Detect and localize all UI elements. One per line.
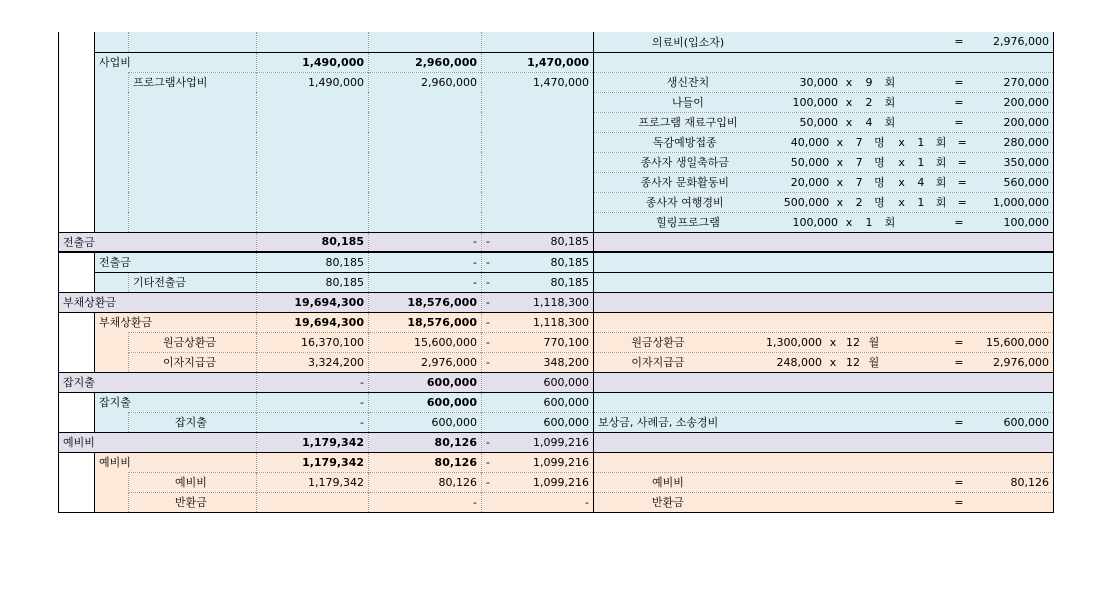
detail-cell: 종사자 문화활동비 20,000 x 7 명 x 4 회 = 560,000 bbox=[594, 172, 1054, 192]
detail-cell: 생신잔치 30,000 x 9 회 = 270,000 bbox=[594, 72, 1054, 92]
budget-row: 이자지급금 3,324,200 2,976,000 - 348,200 이자지급금 248,000 x 12 월 = 2,976,000 bbox=[59, 352, 1054, 372]
budget-row: 잡지출 - 600,000 600,000 bbox=[59, 372, 1054, 392]
detail-cell: 이자지급금 248,000 x 12 월 = 2,976,000 bbox=[594, 352, 1054, 372]
row-label: 전출금 bbox=[95, 252, 257, 272]
row-label: 원금상환금 bbox=[129, 332, 257, 352]
budget-row: 기타전출금 80,185 - - 80,185 bbox=[59, 272, 1054, 292]
row-label: 부채상환금 bbox=[95, 312, 257, 332]
detail-cell: 원금상환금 1,300,000 x 12 월 = 15,600,000 bbox=[594, 332, 1054, 352]
budget-row bbox=[59, 152, 1054, 172]
detail-cell: 종사자 생일축하금 50,000 x 7 명 x 1 회 = 350,000 bbox=[594, 152, 1054, 172]
budget-row: 부채상환금 19,694,300 18,576,000 - 1,118,300 bbox=[59, 312, 1054, 332]
budget-row: 예비비 1,179,342 80,126 - 1,099,216 예비비 = 80,126 bbox=[59, 472, 1054, 492]
detail-cell: 힐링프로그램 100,000 x 1 회 = 100,000 bbox=[594, 212, 1054, 232]
budget-row: 전출금 80,185 - - 80,185 bbox=[59, 232, 1054, 252]
budget-row: 사업비 1,490,000 2,960,000 1,470,000 bbox=[59, 52, 1054, 72]
budget-row bbox=[59, 32, 1054, 52]
detail-cell: 나들이 100,000 x 2 회 = 200,000 bbox=[594, 92, 1054, 112]
detail-cell: 의료비(입소자) = 2,976,000 bbox=[594, 32, 1054, 52]
row-label: 반환금 bbox=[129, 492, 257, 512]
detail-cell: 보상금, 사례금, 소송경비 = 600,000 bbox=[594, 412, 1054, 432]
budget-row bbox=[59, 212, 1054, 232]
detail-cell: 반환금 = bbox=[594, 492, 1054, 512]
row-label: 프로그램사업비 bbox=[129, 72, 257, 92]
budget-sheet bbox=[58, 32, 1054, 513]
budget-row: 예비비 1,179,342 80,126 - 1,099,216 bbox=[59, 432, 1054, 452]
row-label: 부채상환금 bbox=[59, 292, 257, 312]
detail-cell: 프로그램 재료구입비 50,000 x 4 회 = 200,000 bbox=[594, 112, 1054, 132]
budget-row bbox=[59, 172, 1054, 192]
budget-row: 전출금 80,185 - - 80,185 bbox=[59, 252, 1054, 272]
budget-row: 원금상환금 16,370,100 15,600,000 - 770,100 원금상환금 1,300,000 x 12 월 = 15,600,000 bbox=[59, 332, 1054, 352]
row-label: 전출금 bbox=[59, 232, 257, 252]
row-label: 예비비 bbox=[95, 452, 257, 472]
row-label: 잡지출 bbox=[129, 412, 257, 432]
row-label: 예비비 bbox=[129, 472, 257, 492]
budget-row: 프로그램사업비 1,490,000 2,960,000 1,470,000 생신잔치 30,000 x 9 회 = 270,000 bbox=[59, 72, 1054, 92]
row-label: 사업비 bbox=[95, 52, 257, 72]
budget-row: 잡지출 - 600,000 600,000 보상금, 사례금, 소송경비 = 600,000 bbox=[59, 412, 1054, 432]
budget-row bbox=[59, 112, 1054, 132]
budget-row: 잡지출 - 600,000 600,000 bbox=[59, 392, 1054, 412]
row-label: 이자지급금 bbox=[129, 352, 257, 372]
budget-row bbox=[59, 92, 1054, 112]
detail-cell: 독감예방접종 40,000 x 7 명 x 1 회 = 280,000 bbox=[594, 132, 1054, 152]
row-label: 잡지출 bbox=[59, 372, 257, 392]
row-label: 잡지출 bbox=[95, 392, 257, 412]
row-label: 기타전출금 bbox=[129, 272, 257, 292]
budget-row: 부채상환금 19,694,300 18,576,000 - 1,118,300 bbox=[59, 292, 1054, 312]
detail-cell: 종사자 여행경비 500,000 x 2 명 x 1 회 = 1,000,000 bbox=[594, 192, 1054, 212]
budget-row: 반환금 - - 반환금 = bbox=[59, 492, 1054, 512]
budget-row bbox=[59, 132, 1054, 152]
row-label: 예비비 bbox=[59, 432, 257, 452]
detail-cell: 예비비 = 80,126 bbox=[594, 472, 1054, 492]
budget-row: 예비비 1,179,342 80,126 - 1,099,216 bbox=[59, 452, 1054, 472]
budget-row bbox=[59, 192, 1054, 212]
